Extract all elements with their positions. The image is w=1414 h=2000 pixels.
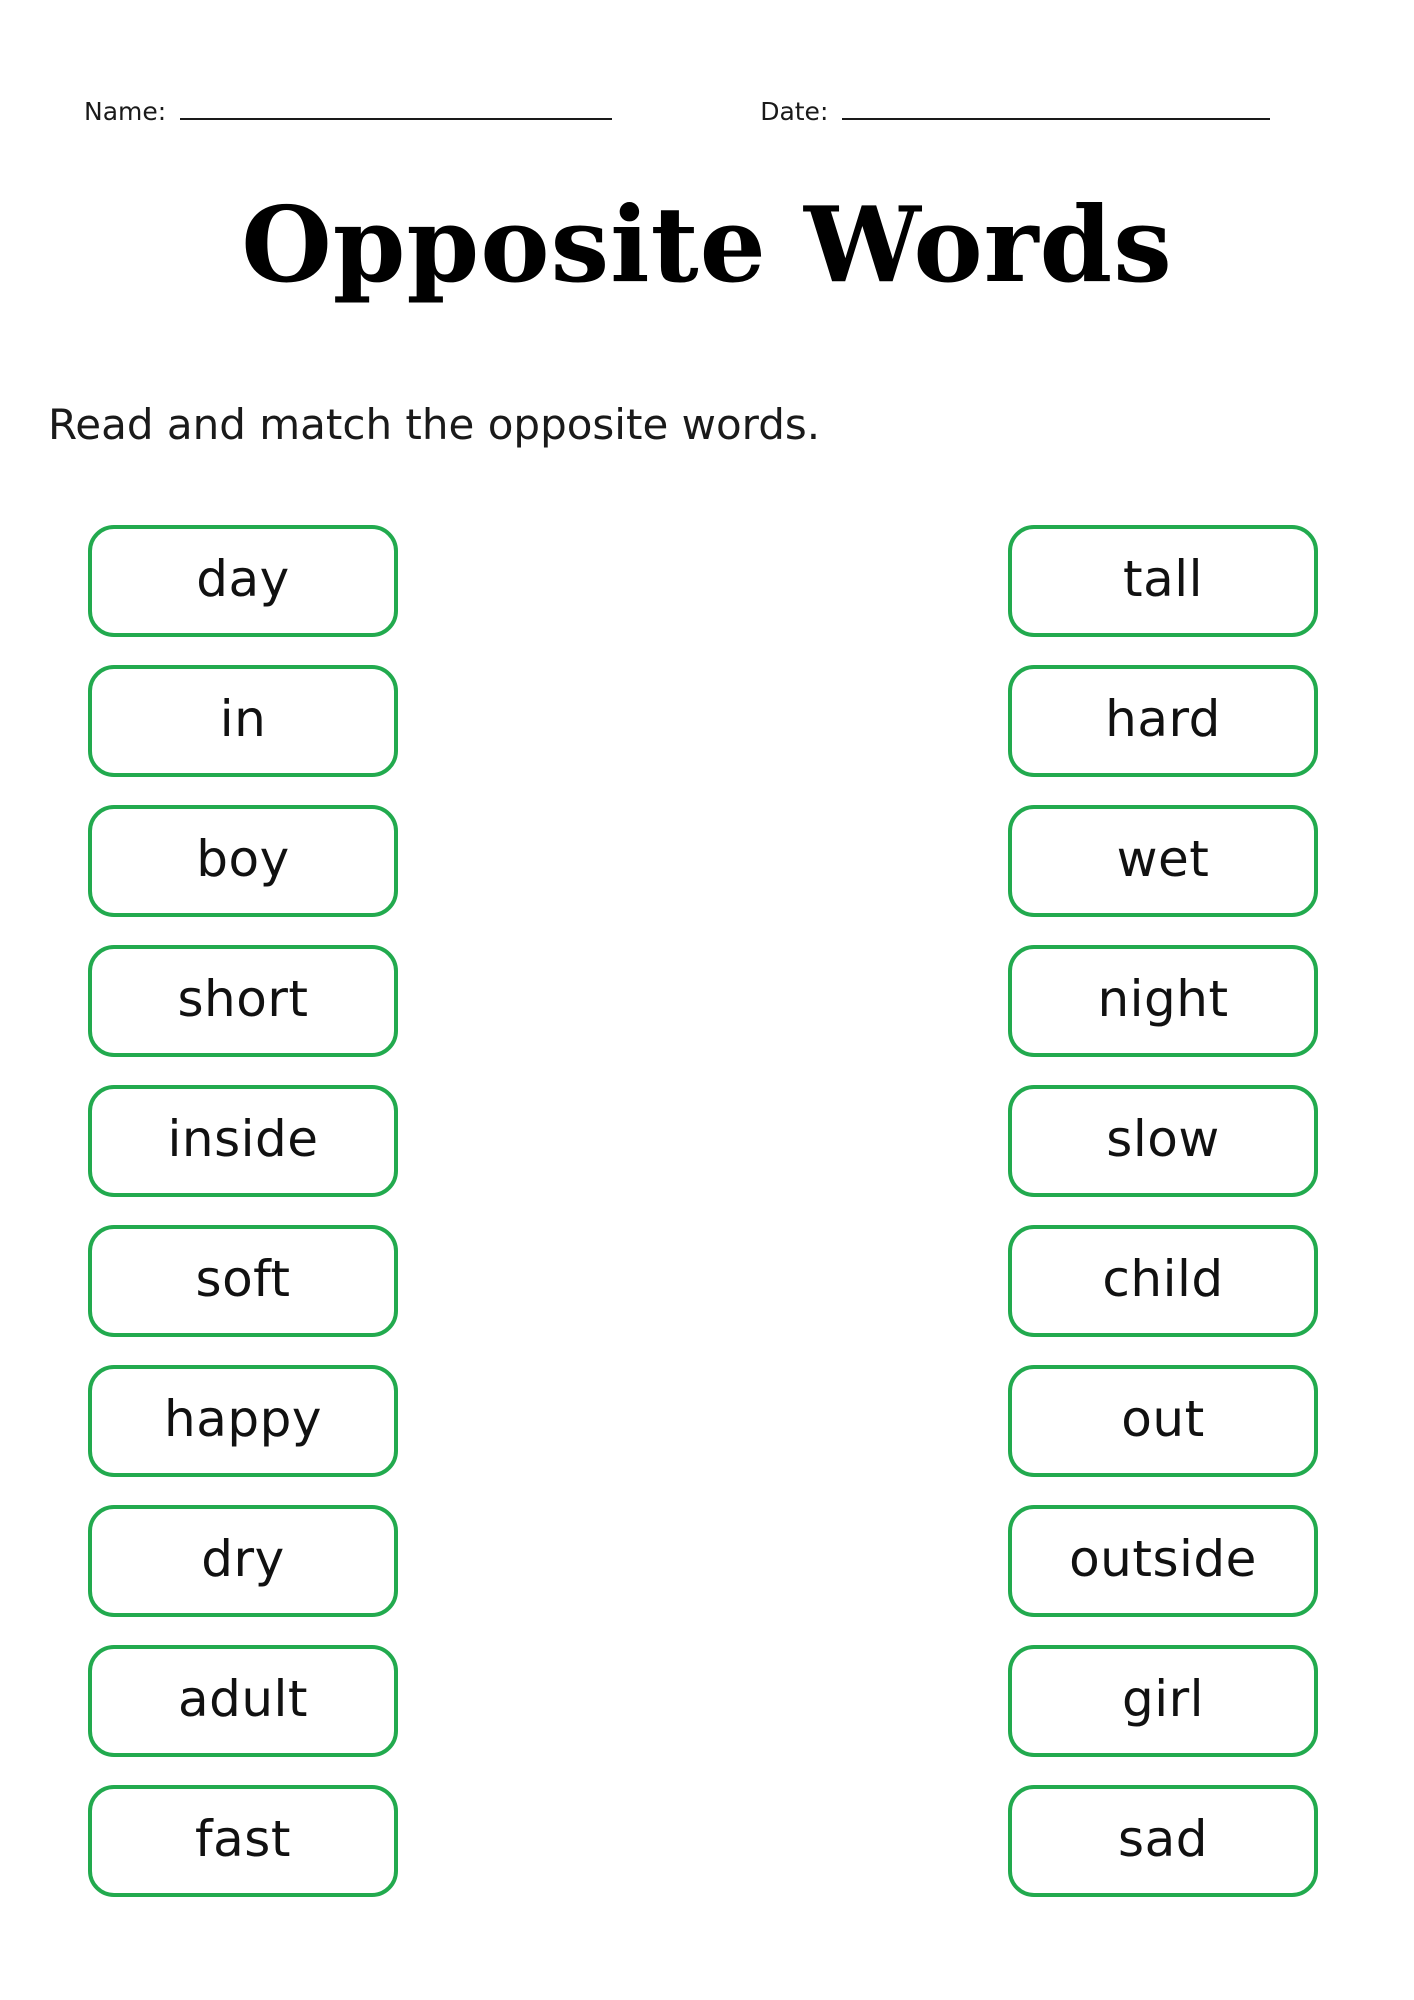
word-card[interactable]: out	[1008, 1365, 1318, 1477]
page-title: Opposite Words	[241, 183, 1173, 306]
word-card[interactable]: boy	[88, 805, 398, 917]
word-card[interactable]: tall	[1008, 525, 1318, 637]
word-card[interactable]: night	[1008, 945, 1318, 1057]
date-label: Date:	[760, 97, 829, 126]
name-field	[84, 96, 612, 126]
word-card[interactable]: adult	[88, 1645, 398, 1757]
word-card[interactable]: wet	[1008, 805, 1318, 917]
word-card[interactable]: hard	[1008, 665, 1318, 777]
word-card[interactable]: in	[88, 665, 398, 777]
word-card[interactable]: sad	[1008, 1785, 1318, 1897]
word-card[interactable]: outside	[1008, 1505, 1318, 1617]
instruction-text: Read and match the opposite words.	[48, 400, 821, 449]
word-card[interactable]: day	[88, 525, 398, 637]
word-card[interactable]: happy	[88, 1365, 398, 1477]
word-card[interactable]: child	[1008, 1225, 1318, 1337]
word-card[interactable]: fast	[88, 1785, 398, 1897]
left-word-column	[88, 525, 398, 1897]
date-field	[760, 96, 1270, 126]
name-label: Name:	[84, 97, 167, 126]
date-input-line[interactable]	[842, 96, 1270, 120]
word-card[interactable]: soft	[88, 1225, 398, 1337]
word-card[interactable]: short	[88, 945, 398, 1057]
word-card[interactable]: dry	[88, 1505, 398, 1617]
name-input-line[interactable]	[180, 96, 612, 120]
word-card[interactable]: girl	[1008, 1645, 1318, 1757]
right-word-column	[1008, 525, 1318, 1897]
word-card[interactable]: inside	[88, 1085, 398, 1197]
header-fields	[84, 96, 1330, 136]
word-columns	[0, 525, 1414, 1955]
word-card[interactable]: slow	[1008, 1085, 1318, 1197]
